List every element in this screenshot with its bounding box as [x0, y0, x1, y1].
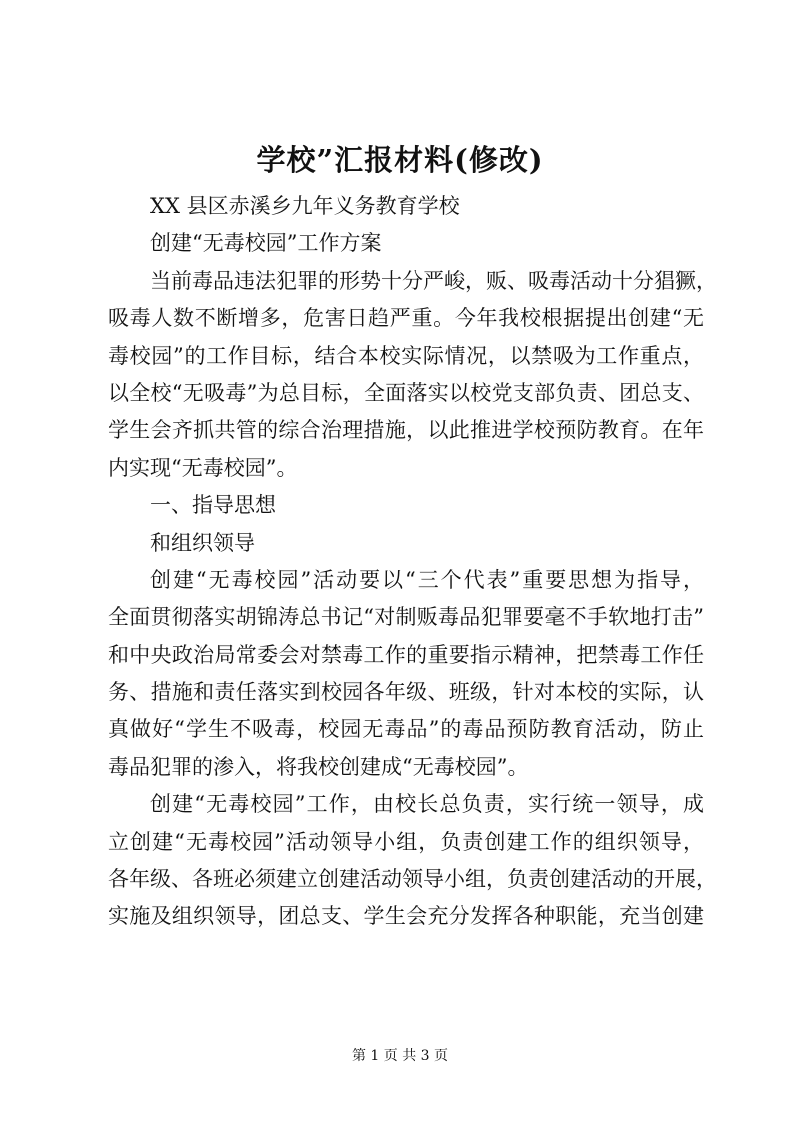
paragraph-line: 吸毒人数不断增多，危害日趋严重。今年我校根据提出创建“无	[108, 306, 704, 331]
page-footer: 第 1 页 共 3 页	[351, 1048, 449, 1064]
paragraph-line: 以全校“无吸毒”为总目标，全面落实以校党支部负责、团总支、	[108, 380, 704, 405]
paragraph-line: 实施及组织领导，团总支、学生会充分发挥各种职能，充当创建	[108, 904, 704, 929]
school-name-line: XX 县区赤溪乡九年义务教育学校	[150, 194, 460, 218]
paragraph-line: 毒校园”的工作目标，结合本校实际情况，以禁吸为工作重点，	[108, 343, 704, 368]
paragraph-line: 务、措施和责任落实到校园各年级、班级，针对本校的实际，认	[108, 680, 704, 705]
paragraph-line: 内实现“无毒校园”。	[108, 455, 298, 480]
paragraph-line: 创建“无毒校园”工作，由校长总负责，实行统一领导，成	[150, 792, 704, 817]
paragraph-line: 学生会齐抓共管的综合治理措施，以此推进学校预防教育。在年	[108, 418, 704, 443]
paragraph-line: 毒品犯罪的渗入，将我校创建成“无毒校园”。	[108, 754, 529, 779]
document-body	[108, 188, 717, 936]
paragraph-line: 创建“无毒校园”活动要以“三个代表”重要思想为指导，	[150, 567, 704, 592]
paragraph-line: 立创建“无毒校园”活动领导小组，负责创建工作的组织领导，	[108, 829, 704, 854]
section-heading: 一、指导思想	[150, 493, 276, 518]
document-title: 学校”汇报材料(修改)	[256, 143, 544, 177]
section-heading-continued: 和组织领导	[150, 530, 255, 555]
paragraph-line: 各年级、各班必须建立创建活动领导小组，负责创建活动的开展，	[108, 867, 717, 892]
paragraph-line: 全面贯彻落实胡锦涛总书记“对制贩毒品犯罪要毫不手软地打击”	[108, 605, 704, 630]
paragraph-line: 当前毒品违法犯罪的形势十分严峻，贩、吸毒活动十分猖獗，	[150, 268, 717, 293]
paragraph-line: 和中央政治局常委会对禁毒工作的重要指示精神，把禁毒工作任	[108, 642, 704, 667]
paragraph-line: 真做好“学生不吸毒，校园无毒品”的毒品预防教育活动，防止	[108, 717, 704, 742]
plan-title-line: 创建“无毒校园”工作方案	[150, 231, 382, 256]
